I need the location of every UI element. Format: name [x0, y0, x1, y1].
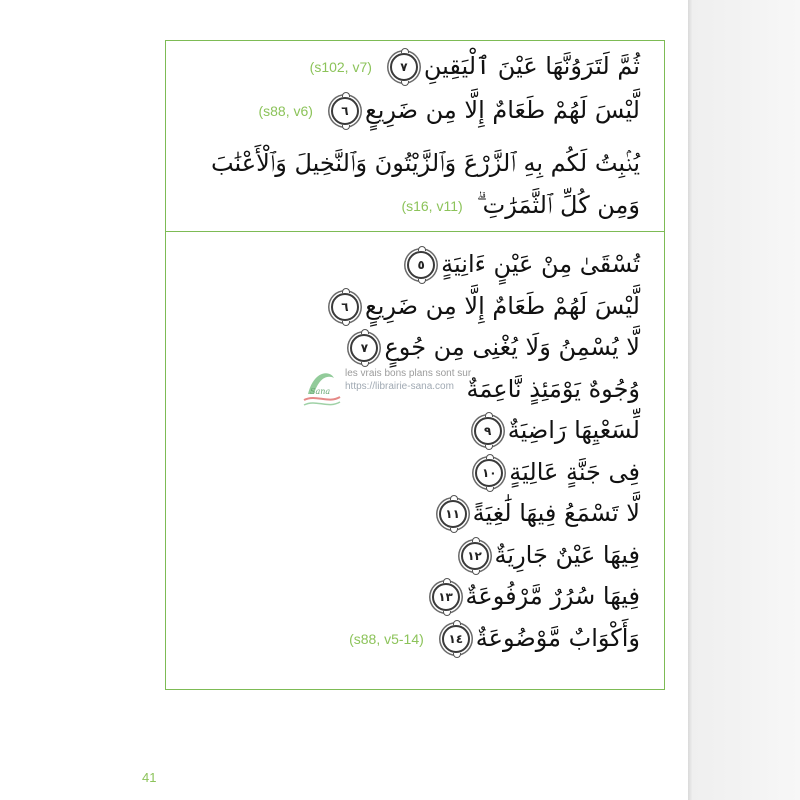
verse-line [180, 576, 640, 618]
verse-text: وُجُوهٌ يَوْمَئِذٍ نَّاعِمَةٌ [466, 374, 640, 403]
verse-number-marker: ٩ [474, 417, 502, 445]
watermark[interactable] [300, 364, 472, 414]
verse-text: فِيهَا سُرُرٌ مَّرْفُوعَةٌ [465, 582, 640, 610]
verse-line [180, 618, 640, 660]
scan-background [692, 0, 800, 800]
verse-line [180, 535, 640, 577]
verse-number-marker: ٧ [390, 53, 418, 81]
verse-text: لِّسَعْيِهَا رَاضِيَةٌ [507, 416, 640, 444]
verse-text: تُسْقَىٰ مِنْ عَيْنٍ ءَانِيَةٍ [441, 250, 640, 278]
verse-text: فِى جَنَّةٍ عَالِيَةٍ [509, 457, 640, 486]
verse-line [180, 44, 640, 88]
verse-box-examples [165, 40, 665, 232]
watermark-tagline: les vrais bons plans sont sur [345, 368, 472, 379]
verse-line [180, 493, 640, 535]
verse-text: لَّا تَسْمَعُ فِيهَا لَٰغِيَةً [472, 499, 640, 527]
verse-line [180, 88, 640, 132]
verse-reference: (s16, v11) [401, 198, 463, 214]
verse-text: لَّا يُسْمِنُ وَلَا يُغْنِى مِن جُوعٍ [384, 333, 640, 361]
verse-number-marker: ٦ [331, 97, 359, 125]
verse-text: وَأَكْوَابٌ مَّوْضُوعَةٌ [475, 623, 640, 652]
verse-text: لَّيْسَ لَهُمْ طَعَامٌ إِلَّا مِن ضَرِيعٍ [364, 96, 640, 124]
verse-number-marker: ١٢ [461, 542, 489, 570]
verse-number-marker: ١٠ [475, 459, 503, 487]
verse-number-marker: ١٤ [442, 625, 470, 653]
verse-number-marker: ١١ [439, 500, 467, 528]
page-number: 41 [142, 770, 157, 785]
verse-text: فِيهَا عَيْنٌ جَارِيَةٌ [494, 540, 640, 569]
librairie-sana-logo [300, 364, 342, 410]
verse-reference: (s88, v6) [258, 103, 313, 119]
verse-line [180, 142, 640, 226]
verse-number-marker: ٥ [407, 251, 435, 279]
logo-lettering: Sana [310, 387, 331, 396]
verse-line [180, 286, 640, 328]
verse-line [180, 410, 640, 452]
verse-reference: (s88, v5-14) [349, 630, 424, 647]
verse-text: ثُمَّ لَتَرَوُنَّهَا عَيْنَ ٱلْيَقِينِ [423, 52, 640, 80]
verse-text: لَّيْسَ لَهُمْ طَعَامٌ إِلَّا مِن ضَرِيعٍ [364, 291, 640, 320]
verse-reference: (s102, v7) [309, 59, 372, 75]
verse-line [180, 327, 640, 369]
watermark-url[interactable]: https://librairie-sana.com [345, 381, 454, 392]
verse-text: يُنۢبِتُ لَكُم بِهِ ٱلزَّرْعَ وَٱلزَّيْتُونَ وَٱلنَّخِيلَ وَٱلْأَعْنَٰبَ وَمِن كُلِّ ٱلثَّمَرَٰتِ ۗ [210, 149, 640, 219]
verse-number-marker: ١٣ [432, 583, 460, 611]
verse-number-marker: ٦ [331, 293, 359, 321]
verse-box-surah-88 [165, 232, 665, 690]
verse-number-marker: ٧ [350, 334, 378, 362]
verse-line [180, 452, 640, 494]
verse-line [180, 244, 640, 286]
